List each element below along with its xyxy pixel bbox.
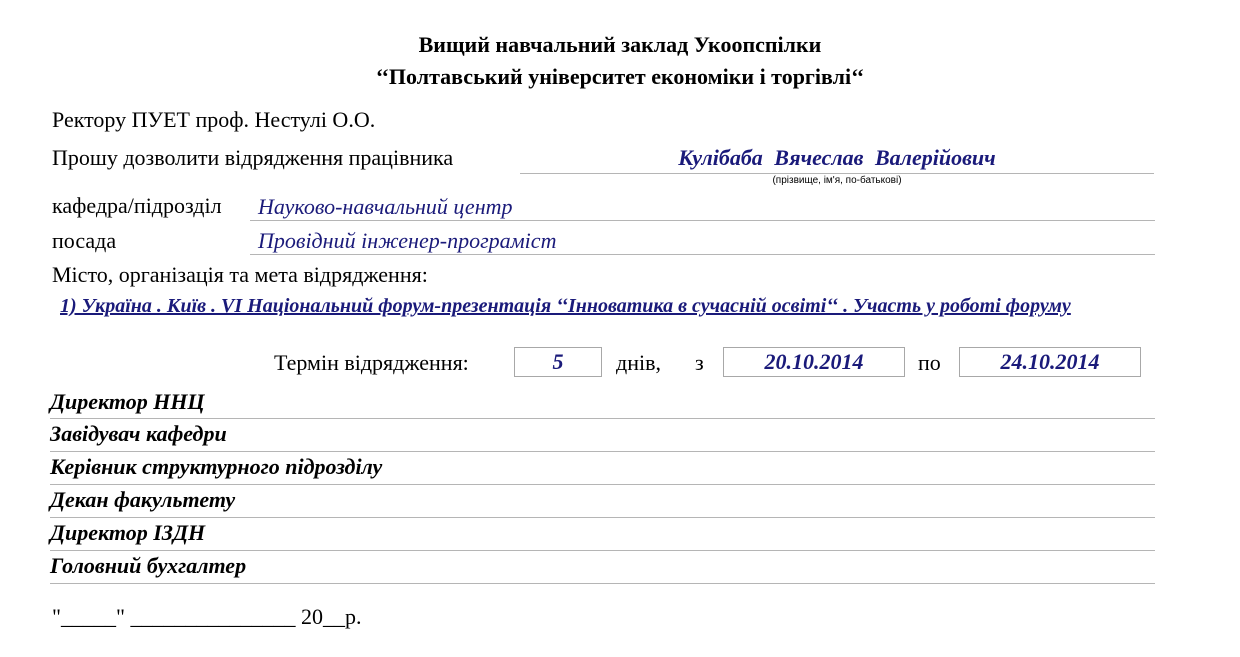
employee-name-underline [520, 173, 1154, 174]
term-to-date-field[interactable]: 24.10.2014 [959, 347, 1141, 377]
signature-head-of-unit: Керівник структурного підрозділу [50, 454, 383, 479]
purpose-label: Місто, організація та мета відрядження: [52, 262, 428, 287]
institution-name: Вищий навчальний заклад Укоопспілки [418, 32, 822, 57]
request-label: Прошу дозволити відрядження працівника [52, 145, 454, 170]
purpose-field[interactable]: 1) Україна . Київ . VI Національний форум-презентація ‘‘Інноватика в сучасній освіті‘‘ . Участь у роботі форуму [60, 295, 1071, 317]
term-to-label: по [918, 350, 941, 375]
signature-line [50, 517, 1155, 518]
term-days-field[interactable]: 5 [514, 347, 602, 377]
department-label: кафедра/підрозділ [52, 193, 222, 218]
term-days-label: днів, [616, 350, 661, 375]
signature-director-izdn: Директор ІЗДН [50, 520, 206, 545]
department-underline [250, 220, 1155, 221]
signature-line [50, 583, 1155, 584]
employee-name-caption: (прізвище, ім'я, по-батькові) [772, 175, 902, 186]
signature-director-nnc: Директор ННЦ [50, 389, 205, 414]
position-label: посада [52, 228, 117, 253]
addressee: Ректору ПУЕТ проф. Нестулі О.О. [52, 107, 376, 132]
position-field[interactable]: Провідний інженер-програміст [258, 228, 557, 253]
term-label: Термін відрядження: [274, 350, 469, 375]
signature-line [50, 418, 1155, 419]
signature-head-of-department: Завідувач кафедри [50, 421, 227, 446]
term-from-label: з [695, 350, 704, 375]
department-field[interactable]: Науково-навчальний центр [258, 194, 513, 219]
signature-chief-accountant: Головний бухгалтер [50, 553, 247, 578]
employee-name-field[interactable]: Кулібаба Вячеслав Валерійович [678, 145, 996, 170]
signature-line [50, 451, 1155, 452]
signature-line [50, 484, 1155, 485]
term-from-date-field[interactable]: 20.10.2014 [723, 347, 905, 377]
signature-dean: Декан факультету [50, 487, 236, 512]
position-underline [250, 254, 1155, 255]
university-name: ‘‘Полтавський університет економіки і торгівлі‘‘ [375, 64, 865, 89]
signature-line [50, 550, 1155, 551]
date-line[interactable]: "_____" _______________ 20__р. [52, 604, 362, 629]
